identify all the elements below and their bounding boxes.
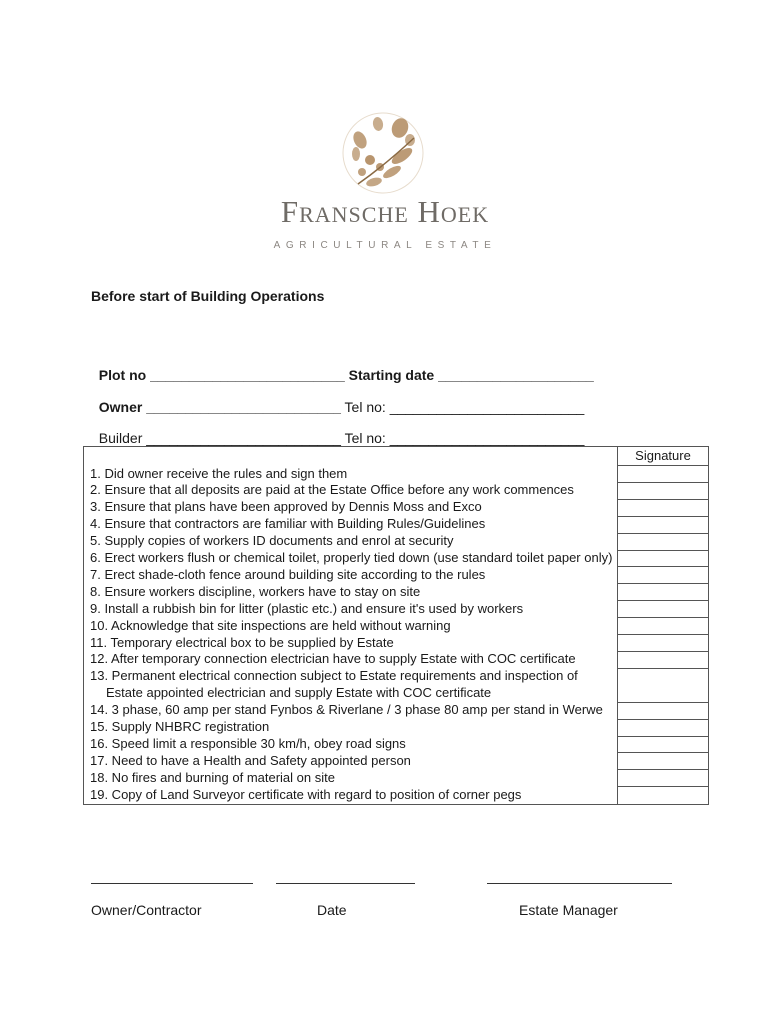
signature-cell[interactable] <box>618 601 709 618</box>
table-row <box>84 719 709 736</box>
starting-date-label: Starting date <box>348 367 435 383</box>
checklist-item-text: 12. After temporary connection electrician have to supply Estate with COC certificate <box>90 651 576 667</box>
checklist-item <box>84 533 618 550</box>
checklist-item <box>84 516 618 533</box>
checklist-item-text: 5. Supply copies of workers ID documents and enrol at security <box>90 533 454 549</box>
builder-tel-label: Tel no: <box>344 430 386 446</box>
builder-tel-blank[interactable]: _________________________ <box>389 430 585 446</box>
botanical-wreath-emblem-icon <box>340 110 426 196</box>
signature-cell[interactable] <box>618 550 709 567</box>
estate-manager-label: Estate Manager <box>519 902 618 918</box>
checklist-item-text: 7. Erect shade-cloth fence around building site according to the rules <box>90 566 486 582</box>
plot-row <box>91 351 594 383</box>
table-row <box>84 668 709 702</box>
signature-header: Signature <box>618 447 709 466</box>
checklist-item-text: 14. 3 phase, 60 amp per stand Fynbos & Riverlane / 3 phase 80 amp per stand in Werwe <box>90 702 603 718</box>
checklist-item-text: 1. Did owner receive the rules and sign them <box>90 465 348 481</box>
owner-signature-line[interactable] <box>91 883 253 884</box>
signature-cell[interactable] <box>618 466 709 483</box>
checklist-item <box>84 567 618 584</box>
table-row <box>84 550 709 567</box>
table-row <box>84 499 709 516</box>
checklist-item-text: 19. Copy of Land Surveyor certificate with regard to position of corner pegs <box>90 786 522 802</box>
signature-cell[interactable] <box>618 736 709 753</box>
table-row <box>84 635 709 652</box>
checklist-item-text: 3. Ensure that plans have been approved by Dennis Moss and Exco <box>90 499 482 515</box>
owner-blank[interactable]: _________________________ <box>146 399 341 415</box>
checklist-item-text: 6. Erect workers flush or chemical toilet, properly tied down (use standard toilet paper only) <box>90 550 613 566</box>
table-row <box>84 567 709 584</box>
table-header-row <box>84 447 709 466</box>
checklist-item <box>84 668 618 702</box>
table-row <box>84 702 709 719</box>
logo-subtitle: AGRICULTURAL ESTATE <box>273 240 497 251</box>
signature-cell[interactable] <box>618 702 709 719</box>
signature-cell[interactable] <box>618 770 709 787</box>
builder-label: Builder <box>98 430 143 446</box>
builder-row <box>91 414 584 446</box>
owner-tel-blank[interactable]: _________________________ <box>389 399 585 415</box>
table-row <box>84 516 709 533</box>
checklist-item <box>84 719 618 736</box>
checklist-item-text: 10. Acknowledge that site inspections are held without warning <box>90 617 451 633</box>
signature-cell[interactable] <box>618 482 709 499</box>
table-row <box>84 618 709 635</box>
signature-cell[interactable] <box>618 499 709 516</box>
checklist-item-text: 16. Speed limit a responsible 30 km/h, obey road signs <box>90 736 406 751</box>
checklist-item-text: 18. No fires and burning of material on site <box>90 769 335 785</box>
checklist-item-text: 4. Ensure that contractors are familiar with Building Rules/Guidelines <box>90 516 486 532</box>
signature-cell[interactable] <box>618 635 709 652</box>
checklist-item <box>84 601 618 618</box>
table-row <box>84 466 709 483</box>
checklist-item <box>84 550 618 567</box>
table-row <box>84 601 709 618</box>
header-blank-cell <box>84 447 618 466</box>
signature-cell[interactable] <box>618 618 709 635</box>
manager-signature-line[interactable] <box>487 883 672 884</box>
date-signature-line[interactable] <box>276 883 415 884</box>
table-row <box>84 736 709 753</box>
checklist-item <box>84 618 618 635</box>
starting-date-blank[interactable]: ____________________ <box>438 367 594 383</box>
signature-cell[interactable] <box>618 753 709 770</box>
checklist-item <box>84 736 618 753</box>
page-heading: Before start of Building Operations <box>91 288 325 304</box>
checklist-item <box>84 787 618 804</box>
table-row <box>84 753 709 770</box>
signature-cell[interactable] <box>618 719 709 736</box>
owner-row <box>91 383 584 415</box>
checklist-item-text: 13. Permanent electrical connection subject to Estate requirements and inspection of Estate appointed electrician and supply Estate with COC certificate <box>90 668 578 701</box>
checklist-item <box>84 702 618 719</box>
checklist-item <box>84 482 618 499</box>
table-row <box>84 533 709 550</box>
builder-blank[interactable]: _________________________ <box>146 430 341 446</box>
table-row <box>84 651 709 668</box>
checklist-item <box>84 770 618 787</box>
signature-cell[interactable] <box>618 533 709 550</box>
date-label: Date <box>317 902 347 918</box>
checklist-item-text: 9. Install a rubbish bin for litter (plastic etc.) and ensure it's used by workers <box>90 600 524 616</box>
signature-cell[interactable] <box>618 584 709 601</box>
checklist-item <box>84 753 618 770</box>
checklist-item <box>84 466 618 483</box>
signature-cell[interactable] <box>618 668 709 702</box>
checklist-item <box>84 635 618 652</box>
plot-label: Plot no <box>98 367 147 383</box>
checklist-item-text: 2. Ensure that all deposits are paid at the Estate Office before any work commences <box>90 482 574 498</box>
owner-tel-label: Tel no: <box>344 399 386 415</box>
checklist-item-text: 17. Need to have a Health and Safety appointed person <box>90 752 411 768</box>
checklist-item-text: 8. Ensure workers discipline, workers have to stay on site <box>90 583 421 599</box>
signature-cell[interactable] <box>618 516 709 533</box>
checklist-item-text: 15. Supply NHBRC registration <box>90 719 270 735</box>
checklist-item-text: 11. Temporary electrical box to be supplied by Estate <box>90 634 394 650</box>
plot-blank[interactable]: _________________________ <box>150 367 345 383</box>
table-row <box>84 482 709 499</box>
owner-label: Owner <box>98 399 143 415</box>
signature-cell[interactable] <box>618 567 709 584</box>
checklist-item <box>84 651 618 668</box>
table-row <box>84 787 709 804</box>
owner-contractor-label: Owner/Contractor <box>91 902 202 918</box>
checklist-item <box>84 584 618 601</box>
logo-name: Fransche Hoek <box>280 194 490 229</box>
table-row <box>84 584 709 601</box>
table-row <box>84 770 709 787</box>
checklist-item <box>84 499 618 516</box>
signature-cell[interactable] <box>618 787 709 804</box>
signature-cell[interactable] <box>618 651 709 668</box>
checklist-table <box>83 446 709 805</box>
